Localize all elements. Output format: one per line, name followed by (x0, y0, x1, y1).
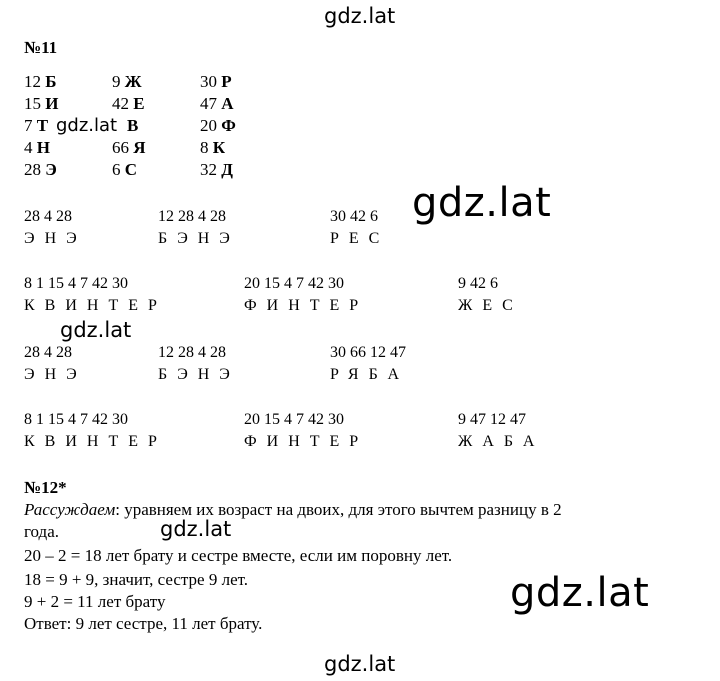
task12-line: Рассуждаем: уравняем их возраст на двоих, для этого вычтем разницу в 2 (24, 500, 562, 519)
task11-title: №11 (24, 38, 58, 57)
key-cell: 7 Т (24, 116, 49, 135)
watermark-task12: gdz.lat (160, 517, 232, 541)
code-letters: ФИНТЕР (244, 433, 369, 450)
code-letters: БЭНЭ (158, 230, 240, 247)
task12-line: 18 = 9 + 9, значит, сестре 9 лет. (24, 570, 249, 589)
code-letters: БЭНЭ (158, 366, 240, 383)
watermark-mid: gdz.lat (60, 318, 132, 342)
key-cell: 30 Р (200, 72, 232, 91)
code-letters: ЖЕС (458, 297, 523, 314)
task12-line: 20 – 2 = 18 лет брату и сестре вместе, если им поровну лет. (24, 546, 453, 565)
code-letters: ЖАБА (458, 433, 545, 450)
code-letters: ЭНЭ (24, 230, 87, 247)
task12-answer: Ответ: 9 лет сестре, 11 лет брату. (24, 614, 263, 633)
watermark-large-2: gdz.lat (510, 570, 650, 616)
key-cell: 8 К (200, 138, 226, 157)
code-letters: РЕС (330, 230, 390, 247)
key-cell: В (127, 116, 139, 135)
key-cell: 28 Э (24, 160, 57, 179)
code-letters: КВИНТЕР (24, 433, 167, 450)
code-numbers: 9 47 12 47 (458, 411, 526, 428)
code-numbers: 12 28 4 28 (158, 344, 226, 361)
key-cell: 20 Ф (200, 116, 236, 135)
task12-line: года. (24, 522, 60, 541)
key-cell: 6 С (112, 160, 138, 179)
code-numbers: 8 1 15 4 7 42 30 (24, 411, 128, 428)
code-numbers: 8 1 15 4 7 42 30 (24, 275, 128, 292)
code-letters: КВИНТЕР (24, 297, 167, 314)
watermark-bottom: gdz.lat (324, 652, 396, 676)
key-cell: 4 Н (24, 138, 50, 157)
code-numbers: 20 15 4 7 42 30 (244, 275, 344, 292)
code-letters: ФИНТЕР (244, 297, 369, 314)
watermark-large-1: gdz.lat (412, 180, 552, 226)
code-numbers: 20 15 4 7 42 30 (244, 411, 344, 428)
code-numbers: 30 66 12 47 (330, 344, 406, 361)
code-numbers: 12 28 4 28 (158, 208, 226, 225)
task12-line: 9 + 2 = 11 лет брату (24, 592, 166, 611)
watermark-inline: gdz.lat (56, 115, 118, 136)
key-cell: 9 Ж (112, 72, 142, 91)
key-cell: 47 А (200, 94, 234, 113)
key-cell: 12 Б (24, 72, 57, 91)
code-numbers: 28 4 28 (24, 344, 72, 361)
code-numbers: 30 42 6 (330, 208, 378, 225)
key-cell: 15 И (24, 94, 59, 113)
watermark-top: gdz.lat (324, 4, 396, 28)
code-letters: ЭНЭ (24, 366, 87, 383)
key-cell: 42 Е (112, 94, 145, 113)
code-numbers: 9 42 6 (458, 275, 498, 292)
code-letters: РЯБА (330, 366, 410, 383)
task12-title: №12* (24, 478, 67, 497)
key-cell: 32 Д (200, 160, 233, 179)
key-cell: 66 Я (112, 138, 146, 157)
code-numbers: 28 4 28 (24, 208, 72, 225)
